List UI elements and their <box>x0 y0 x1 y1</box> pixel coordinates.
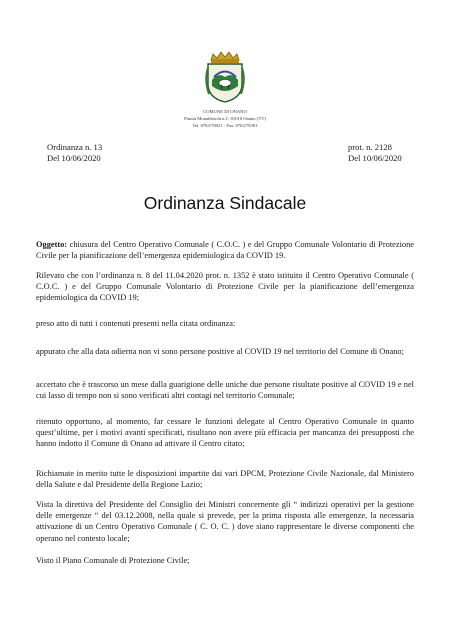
subject-label: Oggetto: <box>36 240 68 249</box>
municipality-address: Piazza Monaldeschi n.1- 01010 Onano (VT) <box>184 116 266 121</box>
protocol-number: prot. n. 2128 <box>348 142 392 152</box>
paragraph-ritenuto: ritenuto opportuno, al momento, far cessare le funzioni delegate al Centro Operativo Comunale in quanto quest’ultime, per i motivi avanti specificati, risultano non avere più efficacia per mancanza dei presupposti che hanno indotto il Comune di Onano ad attivare il Centro citato; <box>36 417 414 449</box>
paragraph-accertato: accertato che è trascorso un mese dalla guarigione delle uniche due persone risultate positive al COVID 19 e nel cui lasso di tempo non si sono verificati altri contagi nel territorio Comunale; <box>36 380 414 401</box>
paragraph-visto: Visto il Piano Comunale di Protezione Civile; <box>36 556 190 565</box>
paragraph-preso-atto: preso atto di tutti i contenuti presenti nella citata ordinanza: <box>36 319 236 328</box>
municipality-contacts: Tel. 0763/78021 - Fax. 0763/78391 <box>192 123 258 128</box>
subject-paragraph <box>36 239 414 261</box>
subject-text: chiusura del Centro Operativo Comunale ( C.O.C. ) e del Gruppo Comunale Volontario di Protezione Civile per la pianificazione dell’emergenza epidemiologica da COVID 19. <box>36 240 414 261</box>
ordinance-date: Del 10/06/2020 <box>47 153 101 163</box>
ordinance-info <box>47 142 102 164</box>
ordinance-number: Ordinanza n. 13 <box>47 142 103 152</box>
paragraph-richiamate: Richiamate in merito tutte le disposizioni impartite dai vari DPCM, Protezione Civile Nazionale, dal Ministero della Salute e dal Presidente della Regione Lazio; <box>36 469 414 490</box>
municipal-crest-icon <box>203 50 247 104</box>
page-title: Ordinanza Sindacale <box>143 193 307 213</box>
protocol-info <box>348 142 402 164</box>
paragraph-appurato: appurato che alla data odierna non vi sono persone positive al COVID 19 nel territorio del Comune di Onano; <box>36 347 404 356</box>
paragraph-rilevato: Rilevato che con l’ordinanza n. 8 del 11.04.2020 prot. n. 1352 è stato istituito il Centro Operativo Comunale ( C.O.C. ) e del Gruppo Comunale Volontario di Protezione Civile per la pianificazione dell’emergenza epidemiologica da COVID 19; <box>36 271 414 303</box>
paragraph-vista: Vista la direttiva del Presidente del Consiglio dei Ministri concernente gli “ indirizzi operativi per la gestione delle emergenze “ del 03.12.2008, nella quale si prevede, per la prima risposta alle emergenze, la necessaria attivazione di un Centro Operativo Comunale ( C. O. C. ) dove siano rappresentare le diverse componenti che operano nel contesto locale; <box>36 500 414 543</box>
municipality-name: COMUNE DI ONANO <box>203 109 247 114</box>
protocol-date: Del 10/06/2020 <box>348 153 402 163</box>
